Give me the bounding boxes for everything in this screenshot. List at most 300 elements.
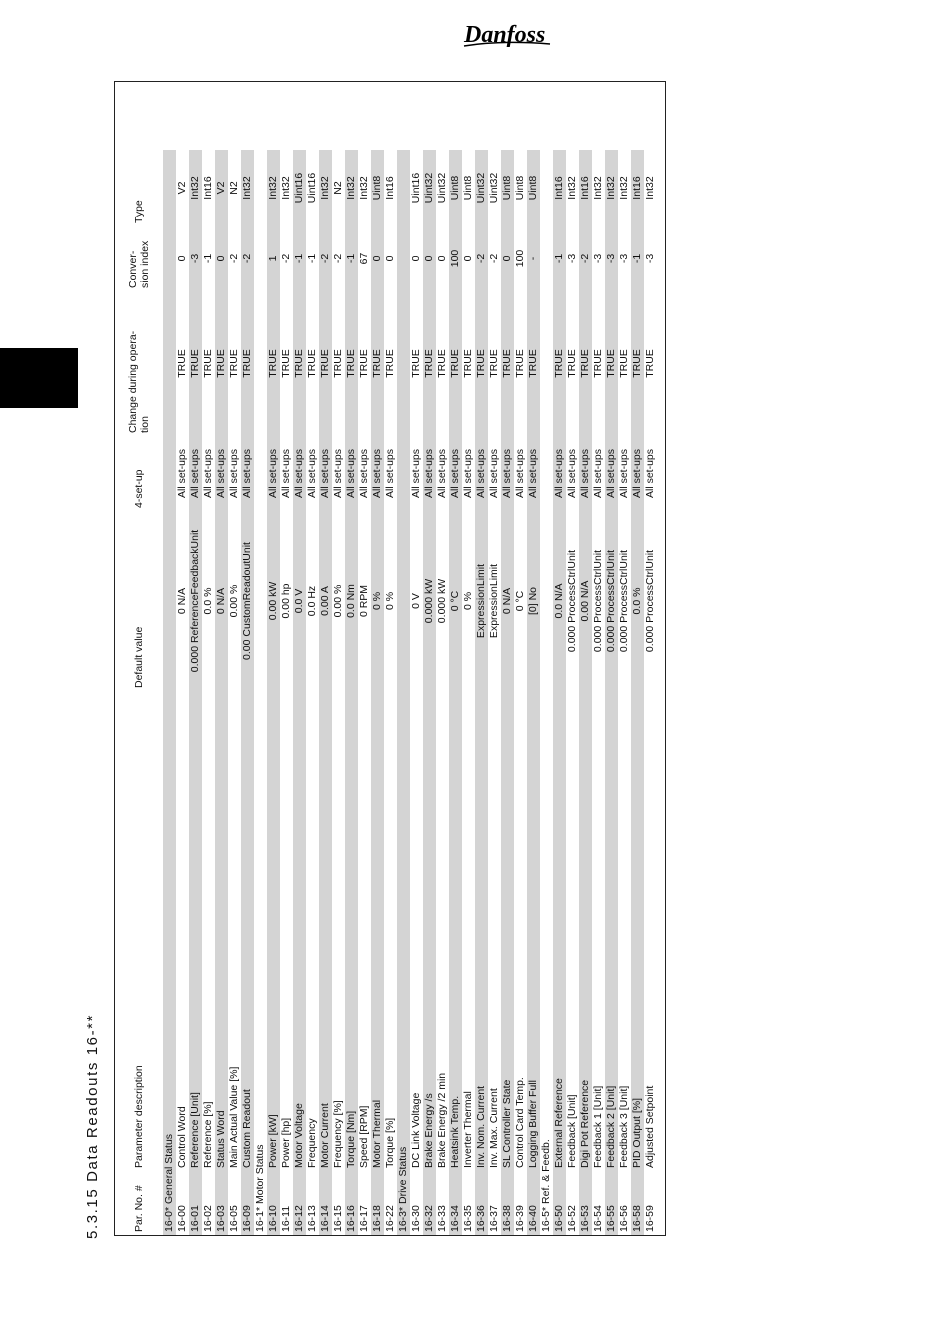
desc-cell: Power [kW]: [267, 691, 280, 1171]
setup-cell: All set-ups: [319, 436, 332, 511]
danfoss-logo: [462, 18, 554, 52]
table-row: [566, 150, 579, 1235]
setup-cell: All set-ups: [306, 448, 318, 499]
par-cell: 16-39: [514, 1205, 526, 1232]
desc-cell: Reference [%]: [202, 1101, 214, 1168]
conversion-cell: -3: [566, 253, 578, 264]
col-header-change-line2: tion: [139, 416, 151, 433]
default-cell: [0] No: [527, 511, 540, 691]
desc-cell: Motor Current: [319, 691, 332, 1171]
setup-cell: All set-ups: [202, 448, 214, 499]
change-cell: TRUE: [371, 291, 384, 436]
par-cell: 16-34: [449, 1171, 462, 1235]
type-cell: Uint8: [371, 150, 384, 226]
table-row: [462, 150, 475, 1235]
setup-cell: All set-ups: [553, 436, 566, 511]
desc-cell: Heatsink Temp.: [449, 691, 462, 1171]
desc-cell: Torque [Nm]: [345, 691, 358, 1171]
type-cell: Uint8: [514, 175, 526, 201]
par-cell: 16-53: [579, 1171, 592, 1235]
table-row: [280, 150, 293, 1235]
par-cell: 16-40: [527, 1171, 540, 1235]
type-cell: V2: [176, 181, 188, 195]
setup-cell: All set-ups: [228, 448, 240, 499]
desc-cell: Brake Energy /s: [423, 691, 436, 1171]
setup-cell: All set-ups: [241, 436, 254, 511]
default-cell: 0.0 %: [202, 587, 214, 615]
setup-cell: All set-ups: [436, 448, 448, 499]
desc-cell: Brake Energy /2 min: [436, 1072, 448, 1168]
col-header-par: Par. No. #: [133, 1185, 145, 1232]
setup-cell: All set-ups: [501, 436, 514, 511]
table-row: [644, 150, 657, 1235]
par-cell: 16-56: [618, 1205, 630, 1232]
table-row: [189, 150, 202, 1235]
table-row: [579, 150, 592, 1235]
col-header-change-line1: Change during opera-: [127, 330, 139, 433]
desc-cell: Speed [RPM]: [358, 1105, 370, 1168]
setup-cell: All set-ups: [267, 436, 280, 511]
table-row: [319, 150, 332, 1235]
col-header-setup: 4-set-up: [133, 469, 145, 508]
default-cell: 0.000 ProcessCtrlUnit: [618, 549, 630, 653]
change-cell: TRUE: [384, 349, 396, 378]
conversion-cell: -1: [345, 226, 358, 291]
setup-cell: All set-ups: [475, 436, 488, 511]
default-cell: 0.000 ProcessCtrlUnit: [566, 549, 578, 653]
table-row: [449, 150, 462, 1235]
default-cell: 0.00 N/A: [579, 511, 592, 691]
table-row: [488, 150, 501, 1235]
setup-cell: All set-ups: [462, 448, 474, 499]
table-row: [371, 150, 384, 1235]
conversion-cell: -2: [475, 226, 488, 291]
conversion-cell: -3: [618, 253, 630, 264]
desc-cell: Frequency: [306, 1118, 318, 1168]
change-cell: TRUE: [605, 291, 618, 436]
default-cell: 0.00 %: [332, 584, 344, 618]
desc-cell: Digi Pot Reference: [579, 691, 592, 1171]
setup-cell: All set-ups: [488, 448, 500, 499]
setup-cell: All set-ups: [293, 436, 306, 511]
type-cell: Int32: [592, 176, 604, 200]
par-cell: 16-01: [189, 1171, 202, 1235]
default-cell: 0.00 %: [228, 584, 240, 618]
change-cell: TRUE: [293, 291, 306, 436]
par-cell: 16-11: [280, 1205, 292, 1232]
type-cell: Int32: [241, 150, 254, 226]
table-row: [592, 150, 605, 1235]
desc-cell: Main Actual Value [%]: [228, 1066, 240, 1168]
col-header-conv-line2: sion index: [139, 240, 151, 288]
change-cell: TRUE: [488, 349, 500, 378]
conversion-cell: 0: [176, 255, 188, 262]
group-header-row: [540, 150, 553, 1235]
change-cell: TRUE: [215, 291, 228, 436]
type-cell: Uint8: [449, 150, 462, 226]
par-cell: 16-50: [553, 1171, 566, 1235]
default-cell: 0.000 ProcessCtrlUnit: [644, 549, 656, 653]
change-cell: TRUE: [241, 291, 254, 436]
conversion-cell: 0: [410, 255, 422, 262]
conversion-cell: 67: [358, 252, 370, 265]
default-cell: 0 °C: [514, 590, 526, 612]
desc-cell: Feedback 1 [Unit]: [592, 1085, 604, 1168]
setup-cell: All set-ups: [592, 448, 604, 499]
par-cell: 16-18: [371, 1171, 384, 1235]
type-cell: N2: [228, 181, 240, 195]
table-row: [228, 150, 241, 1235]
type-cell: Int32: [358, 176, 370, 200]
par-cell: 16-10: [267, 1171, 280, 1235]
setup-cell: All set-ups: [631, 436, 644, 511]
setup-cell: All set-ups: [566, 448, 578, 499]
table-row: [306, 150, 319, 1235]
par-cell: 16-35: [462, 1205, 474, 1232]
change-cell: TRUE: [176, 349, 188, 378]
section-title: 5.3.15 Data Readouts 16-**: [84, 1013, 101, 1239]
table-row: [215, 150, 228, 1235]
type-cell: Uint8: [501, 150, 514, 226]
table-row: [618, 150, 631, 1235]
par-cell: 16-59: [644, 1205, 656, 1232]
setup-cell: All set-ups: [527, 436, 540, 511]
change-cell: TRUE: [618, 349, 630, 378]
change-cell: TRUE: [410, 349, 422, 378]
par-cell: 16-05: [228, 1205, 240, 1232]
par-cell: 16-02: [202, 1205, 214, 1232]
type-cell: Int32: [605, 150, 618, 226]
par-cell: 16-03: [215, 1171, 228, 1235]
setup-cell: All set-ups: [410, 448, 422, 499]
table-body: [163, 150, 657, 1235]
default-cell: 0.00 A: [319, 511, 332, 691]
table-row: [514, 150, 527, 1235]
default-cell: 0 N/A: [176, 587, 188, 615]
desc-cell: Custom Readout: [241, 691, 254, 1171]
par-cell: 16-36: [475, 1171, 488, 1235]
type-cell: Uint32: [475, 150, 488, 226]
conversion-cell: -1: [293, 226, 306, 291]
table-row: [332, 150, 345, 1235]
desc-cell: Torque [%]: [384, 1117, 396, 1168]
default-cell: 0.00 CustomReadoutUnit: [241, 511, 254, 691]
setup-cell: All set-ups: [332, 448, 344, 499]
conversion-cell: 0: [436, 255, 448, 262]
setup-cell: All set-ups: [358, 448, 370, 499]
desc-cell: External Reference: [553, 691, 566, 1171]
default-cell: 0.0 %: [631, 511, 644, 691]
conversion-cell: -3: [644, 253, 656, 264]
default-cell: 0.0 V: [293, 511, 306, 691]
default-cell: 0.000 ProcessCtrlUnit: [605, 511, 618, 691]
default-cell: 0.00 hp: [280, 583, 292, 619]
par-cell: 16-54: [592, 1205, 604, 1232]
default-cell: 0 %: [462, 591, 474, 611]
change-cell: TRUE: [475, 291, 488, 436]
desc-cell: Adjusted Setpoint: [644, 1085, 656, 1168]
type-cell: Int32: [319, 150, 332, 226]
default-cell: 0.0 N/A: [553, 511, 566, 691]
par-cell: 16-55: [605, 1171, 618, 1235]
conversion-cell: -2: [280, 253, 292, 264]
type-cell: N2: [332, 181, 344, 195]
type-cell: Uint32: [436, 172, 448, 204]
table-row: [423, 150, 436, 1235]
conversion-cell: 0: [384, 255, 396, 262]
table-row: [501, 150, 514, 1235]
default-cell: 0.000 kW: [436, 578, 448, 624]
table-row: [176, 150, 189, 1235]
desc-cell: Motor Voltage: [293, 691, 306, 1171]
col-header-conv-line1: Conver-: [127, 250, 139, 288]
setup-cell: All set-ups: [449, 436, 462, 511]
type-cell: Uint16: [410, 172, 422, 204]
par-cell: 16-14: [319, 1171, 332, 1235]
change-cell: TRUE: [332, 349, 344, 378]
default-cell: 0.000 ProcessCtrlUnit: [592, 549, 604, 653]
type-cell: Int16: [631, 150, 644, 226]
change-cell: TRUE: [228, 349, 240, 378]
conversion-cell: -2: [488, 253, 500, 264]
desc-cell: Control Card Temp.: [514, 1077, 526, 1168]
type-cell: Int16: [553, 150, 566, 226]
conversion-cell: -2: [579, 226, 592, 291]
desc-cell: Reference [Unit]: [189, 691, 202, 1171]
type-cell: V2: [215, 150, 228, 226]
table-header-row: [115, 150, 163, 1235]
group-title: 16-5* Ref. & Feedb.: [540, 1139, 552, 1232]
desc-cell: DC Link Voltage: [410, 1092, 422, 1168]
default-cell: 0 %: [371, 511, 384, 691]
conversion-cell: -1: [202, 253, 214, 264]
type-cell: Int32: [345, 150, 358, 226]
table-row: [527, 150, 540, 1235]
table-row: [553, 150, 566, 1235]
chapter-tab: [0, 348, 78, 408]
setup-cell: All set-ups: [371, 436, 384, 511]
desc-cell: Logging Buffer Full: [527, 691, 540, 1171]
change-cell: TRUE: [449, 291, 462, 436]
type-cell: Int32: [280, 176, 292, 200]
conversion-cell: 100: [449, 226, 462, 291]
change-cell: TRUE: [280, 349, 292, 378]
change-cell: TRUE: [189, 291, 202, 436]
desc-cell: Inverter Thermal: [462, 1091, 474, 1168]
default-cell: 0.000 ReferenceFeedbackUnit: [189, 511, 202, 691]
par-cell: 16-33: [436, 1205, 448, 1232]
conversion-cell: -1: [631, 226, 644, 291]
conversion-cell: -3: [592, 253, 604, 264]
change-cell: TRUE: [358, 349, 370, 378]
setup-cell: All set-ups: [176, 448, 188, 499]
table-row: [293, 150, 306, 1235]
conversion-cell: -2: [332, 253, 344, 264]
par-cell: 16-09: [241, 1171, 254, 1235]
setup-cell: All set-ups: [189, 436, 202, 511]
conversion-cell: -3: [189, 226, 202, 291]
setup-cell: All set-ups: [514, 448, 526, 499]
type-cell: Int32: [189, 150, 202, 226]
rotated-content: [80, 107, 656, 1239]
table-row: [475, 150, 488, 1235]
group-title: 16-1* Motor Status: [254, 1144, 266, 1232]
change-cell: TRUE: [566, 349, 578, 378]
default-cell: ExpressionLimit: [475, 511, 488, 691]
default-cell: 0 %: [384, 591, 396, 611]
table-row: [436, 150, 449, 1235]
group-header-row: [163, 150, 176, 1235]
setup-cell: All set-ups: [280, 448, 292, 499]
table-row: [345, 150, 358, 1235]
par-cell: 16-13: [306, 1205, 318, 1232]
par-cell: 16-12: [293, 1171, 306, 1235]
default-cell: 0 RPM: [358, 584, 370, 618]
table-row: [267, 150, 280, 1235]
conversion-cell: 0: [423, 226, 436, 291]
par-cell: 16-58: [631, 1171, 644, 1235]
desc-cell: Feedback 3 [Unit]: [618, 1085, 630, 1168]
desc-cell: Frequency [%]: [332, 1100, 344, 1168]
type-cell: Int32: [644, 176, 656, 200]
type-cell: Int16: [202, 176, 214, 200]
type-cell: Int16: [579, 150, 592, 226]
default-cell: 0 °C: [449, 511, 462, 691]
group-header-row: [254, 150, 267, 1235]
change-cell: TRUE: [462, 349, 474, 378]
change-cell: TRUE: [436, 349, 448, 378]
col-header-change: [115, 291, 163, 436]
conversion-cell: 100: [514, 249, 526, 268]
change-cell: TRUE: [527, 291, 540, 436]
setup-cell: All set-ups: [384, 448, 396, 499]
type-cell: Int32: [566, 176, 578, 200]
parameter-table: [115, 150, 657, 1235]
desc-cell: Feedback 2 [Unit]: [605, 691, 618, 1171]
setup-cell: All set-ups: [579, 436, 592, 511]
group-title: 16-0* General Status: [163, 150, 176, 1235]
par-cell: 16-17: [358, 1205, 370, 1232]
change-cell: TRUE: [592, 349, 604, 378]
table-row: [358, 150, 371, 1235]
change-cell: TRUE: [345, 291, 358, 436]
desc-cell: Status Word: [215, 691, 228, 1171]
conversion-cell: 0: [215, 226, 228, 291]
col-header-type: Type: [133, 200, 145, 223]
conversion-cell: -1: [553, 226, 566, 291]
type-cell: Int32: [618, 176, 630, 200]
change-cell: TRUE: [267, 291, 280, 436]
desc-cell: Feedback [Unit]: [566, 1094, 578, 1168]
default-cell: ExpressionLimit: [488, 563, 500, 639]
conversion-cell: 0: [501, 226, 514, 291]
change-cell: TRUE: [644, 349, 656, 378]
desc-cell: Motor Thermal: [371, 691, 384, 1171]
conversion-cell: 1: [267, 226, 280, 291]
default-cell: 0 V: [410, 593, 422, 609]
default-cell: 0 N/A: [501, 511, 514, 691]
default-cell: 0.000 kW: [423, 511, 436, 691]
table-row: [605, 150, 618, 1235]
conversion-cell: -2: [319, 226, 332, 291]
conversion-cell: -2: [241, 226, 254, 291]
conversion-cell: 0: [462, 255, 474, 262]
group-title: 16-3* Drive Status: [397, 150, 410, 1235]
desc-cell: Control Word: [176, 1106, 188, 1168]
setup-cell: All set-ups: [605, 436, 618, 511]
type-cell: Int16: [384, 176, 396, 200]
type-cell: Uint32: [423, 150, 436, 226]
change-cell: TRUE: [553, 291, 566, 436]
default-cell: 0.00 kW: [267, 511, 280, 691]
par-cell: 16-15: [332, 1205, 344, 1232]
group-header-row: [397, 150, 410, 1235]
desc-cell: Inv. Max. Current: [488, 1088, 500, 1168]
type-cell: Uint8: [527, 150, 540, 226]
type-cell: Uint32: [488, 172, 500, 204]
change-cell: TRUE: [319, 291, 332, 436]
type-cell: Uint16: [293, 150, 306, 226]
type-cell: Uint8: [462, 175, 474, 201]
change-cell: TRUE: [306, 349, 318, 378]
col-header-default: Default value: [133, 626, 145, 688]
conversion-cell: -: [527, 226, 540, 291]
desc-cell: Inv. Nom. Current: [475, 691, 488, 1171]
change-cell: TRUE: [423, 291, 436, 436]
conversion-cell: -3: [605, 226, 618, 291]
table-row: [410, 150, 423, 1235]
type-cell: Uint16: [306, 172, 318, 204]
table-row: [631, 150, 644, 1235]
par-cell: 16-22: [384, 1205, 396, 1232]
change-cell: TRUE: [514, 349, 526, 378]
table-row: [202, 150, 215, 1235]
type-cell: Int32: [267, 150, 280, 226]
par-cell: 16-32: [423, 1171, 436, 1235]
par-cell: 16-52: [566, 1205, 578, 1232]
change-cell: TRUE: [202, 349, 214, 378]
conversion-cell: -2: [228, 253, 240, 264]
desc-cell: PID Output [%]: [631, 691, 644, 1171]
change-cell: TRUE: [631, 291, 644, 436]
setup-cell: All set-ups: [345, 436, 358, 511]
table-row: [241, 150, 254, 1235]
par-cell: 16-37: [488, 1205, 500, 1232]
par-cell: 16-16: [345, 1171, 358, 1235]
setup-cell: All set-ups: [618, 448, 630, 499]
par-cell: 16-38: [501, 1171, 514, 1235]
table-row: [384, 150, 397, 1235]
conversion-cell: -1: [306, 253, 318, 264]
col-header-conversion: [115, 226, 163, 291]
parameter-table-frame: [114, 81, 666, 1236]
setup-cell: All set-ups: [423, 436, 436, 511]
change-cell: TRUE: [501, 291, 514, 436]
logo-wordmark: Danfoss: [464, 22, 546, 48]
default-cell: 0.0 Hz: [306, 585, 318, 617]
change-cell: TRUE: [579, 291, 592, 436]
par-cell: 16-00: [176, 1205, 188, 1232]
desc-cell: Power [hp]: [280, 1117, 292, 1168]
setup-cell: All set-ups: [644, 448, 656, 499]
default-cell: 0.0 Nm: [345, 511, 358, 691]
conversion-cell: 0: [371, 226, 384, 291]
setup-cell: All set-ups: [215, 436, 228, 511]
col-header-desc: Parameter description: [133, 1065, 145, 1168]
par-cell: 16-30: [410, 1205, 422, 1232]
default-cell: 0 N/A: [215, 511, 228, 691]
desc-cell: SL Controller State: [501, 691, 514, 1171]
